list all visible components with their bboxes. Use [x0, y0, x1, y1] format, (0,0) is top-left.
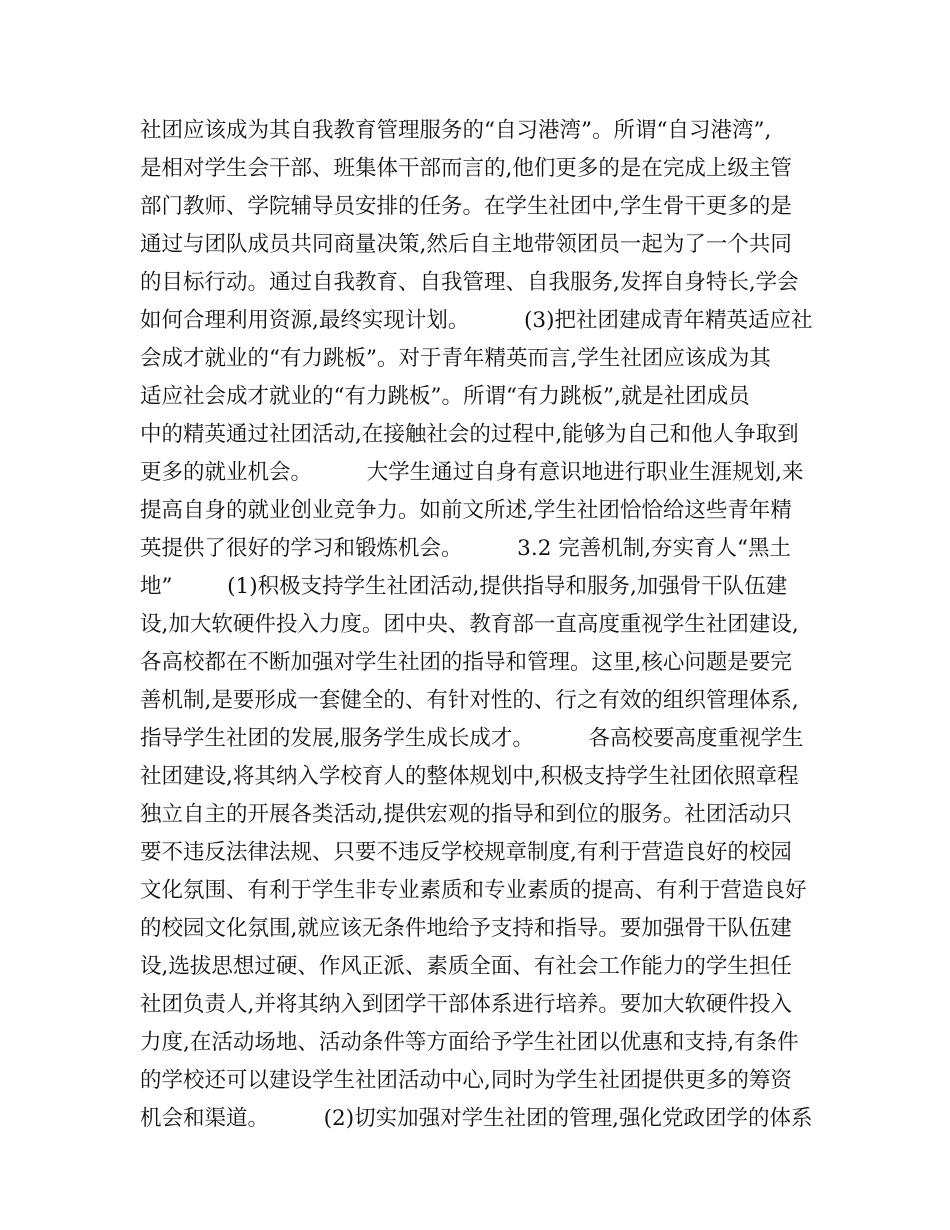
text-line: 要不违反法律法规、只要不违反学校规章制度,有利于营造良好的校园 — [140, 840, 792, 865]
text-line: 中的精英通过社团活动,在接触社会的过程中,能够为自己和他人争取到 — [140, 422, 799, 447]
text-line: 英提供了很好的学习和锻炼机会。 3.2 完善机制,夯实育人“黑土 — [140, 536, 792, 561]
text-line: 社团负责人,并将其纳入到团学干部体系进行培养。要加大软硬件投入 — [140, 992, 792, 1017]
text-line: 通过与团队成员共同商量决策,然后自主地带领团员一起为了一个共同 — [140, 232, 792, 257]
text-line: 是相对学生会干部、班集体干部而言的,他们更多的是在完成上级主管 — [140, 156, 792, 181]
text-line: 设,选拔思想过硬、作风正派、素质全面、有社会工作能力的学生担任 — [140, 954, 792, 979]
text-line: 力度,在活动场地、活动条件等方面给予学生社团以优惠和支持,有条件 — [140, 1030, 799, 1055]
text-line: 适应社会成才就业的“有力跳板”。所谓“有力跳板”,就是社团成员 — [140, 384, 750, 409]
text-line: 部门教师、学院辅导员安排的任务。在学生社团中,学生骨干更多的是 — [140, 194, 792, 219]
text-line: 的学校还可以建设学生社团活动中心,同时为学生社团提供更多的筹资 — [140, 1068, 792, 1093]
text-line: 的目标行动。通过自我教育、自我管理、自我服务,发挥自身特长,学会 — [140, 270, 799, 295]
text-line: 提高自身的就业创业竞争力。如前文所述,学生社团恰恰给这些青年精 — [140, 498, 792, 523]
text-line: 机会和渠道。 (2)切实加强对学生社团的管理,强化党政团学的体系 — [140, 1106, 813, 1131]
text-line: 会成才就业的“有力跳板”。对于青年精英而言,学生社团应该成为其 — [140, 346, 771, 371]
text-line: 社团建设,将其纳入学校育人的整体规划中,积极支持学生社团依照章程 — [140, 764, 799, 789]
text-line: 文化氛围、有利于学生非专业素质和专业素质的提高、有利于营造良好 — [140, 878, 807, 903]
text-line: 社团应该成为其自我教育管理服务的“自习港湾”。所谓“自习港湾”, — [140, 118, 772, 143]
body-text — [140, 112, 830, 1138]
text-line: 如何合理利用资源,最终实现计划。 (3)把社团建成青年精英适应社 — [140, 308, 813, 333]
text-line: 的校园文化氛围,就应该无条件地给予支持和指导。要加强骨干队伍建 — [140, 916, 792, 941]
text-line: 独立自主的开展各类活动,提供宏观的指导和到位的服务。社团活动只 — [140, 802, 792, 827]
text-line: 善机制,是要形成一套健全的、有针对性的、行之有效的组织管理体系, — [140, 688, 799, 713]
text-line: 指导学生社团的发展,服务学生成长成才。 各高校要高度重视学生 — [140, 726, 804, 751]
text-line: 更多的就业机会。 大学生通过自身有意识地进行职业生涯规划,来 — [140, 460, 804, 485]
text-line: 地” (1)积极支持学生社团活动,提供指导和服务,加强骨干队伍建 — [140, 574, 788, 599]
text-line: 设,加大软硬件投入力度。团中央、教育部一直高度重视学生社团建设, — [140, 612, 799, 637]
text-line: 各高校都在不断加强对学生社团的指导和管理。这里,核心问题是要完 — [140, 650, 792, 675]
